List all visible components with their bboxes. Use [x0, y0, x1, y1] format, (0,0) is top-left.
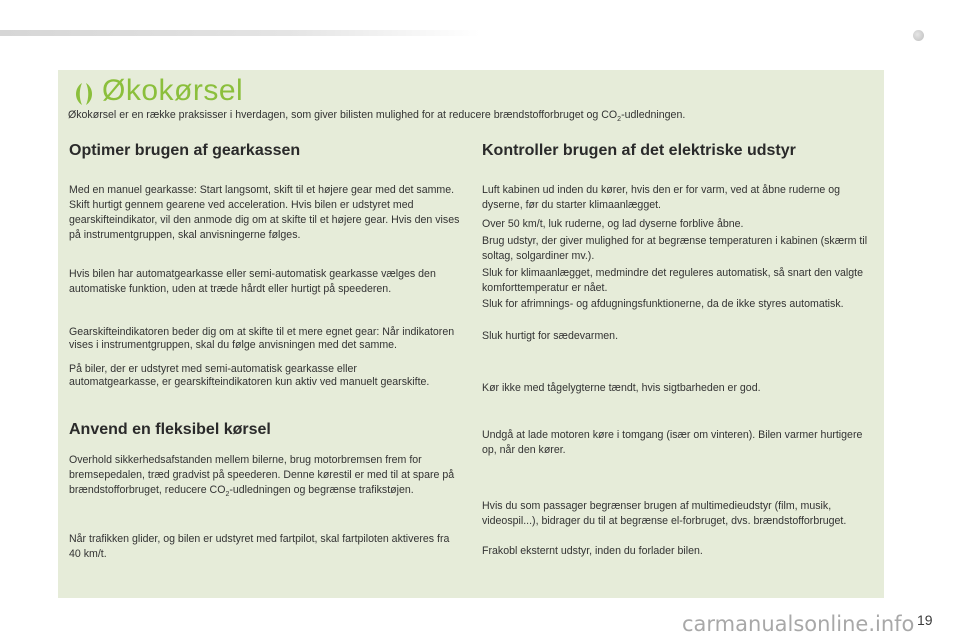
electrical-paragraph-8: Undgå at lade motoren køre i tomgang (især om vinteren). Bilen varmer hurtigere op, når den kører. — [482, 429, 863, 456]
heading-flexible-driving: Anvend en fleksibel kørsel — [69, 421, 271, 438]
watermark: carmanualsonline.info — [682, 612, 915, 636]
gearbox-paragraph-4: På biler, der er udstyret med semi-automatisk gearkasse eller automatgearkasse, er gearskifteindikatoren kun aktiv ved manuelt gearskifte. — [69, 363, 430, 388]
gearbox-paragraph-2: Hvis bilen har automatgearkasse eller semi-automatisk gearkasse vælges den automatiske funktion, uden at træde hårdt eller hurtigt på speederen. — [69, 268, 436, 295]
page-title: Økokørsel — [102, 74, 244, 107]
electrical-paragraph-4: Sluk for klimaanlægget, medmindre det reguleres automatisk, så snart den valgte komforttemperatur er nået. — [482, 267, 863, 294]
heading-gearbox: Optimer brugen af gearkassen — [69, 142, 301, 159]
content-panel — [58, 70, 884, 598]
gearbox-paragraph-3: Gearskifteindikatoren beder dig om at skifte til et mere egnet gear: Når indikatoren vises i instrumentgruppen, skal du følge anvisningen med det samme. — [69, 326, 455, 351]
page-number: 19 — [917, 612, 933, 628]
leaf-icon — [70, 82, 98, 106]
electrical-paragraph-9: Hvis du som passager begrænser brugen af multimedieudstyr (film, musik, videospil...), bidrager du til at begrænse el-forbruget, dvs. brændstofforbruget. — [482, 500, 847, 527]
top-rule — [0, 30, 480, 36]
electrical-paragraph-5: Sluk for afrimnings- og afdugningsfunktionerne, da de ikke styres automatisk. — [482, 298, 844, 310]
heading-electrical: Kontroller brugen af det elektriske udstyr — [482, 142, 796, 159]
gearbox-paragraph-1: Med en manuel gearkasse: Start langsomt, skift til et højere gear med det samme. Skift hurtigt gennem gearene ved acceleration. Hvis bilen er udstyret med gearskifteindikator, vil den anmode dig om at skifte til et højere gear. Hvis den vises på instrumentgruppen, skal anvisningerne følges. — [69, 184, 460, 241]
intro-text: Økokørsel er en række praksisser i hverdagen, som giver bilisten mulighed for at reducere brændstofforbruget og $CO_2$-udledningen. — [68, 109, 686, 124]
electrical-paragraph-1: Luft kabinen ud inden du kører, hvis den er for varm, ved at åbne ruderne og dyserne, før du starter klimaanlægget. — [482, 184, 841, 211]
electrical-paragraph-6: Sluk hurtigt for sædevarmen. — [482, 330, 619, 342]
electrical-paragraph-7: Kør ikke med tågelygterne tændt, hvis sigtbarheden er god. — [482, 382, 761, 394]
flexible-paragraph-2: Når trafikken glider, og bilen er udstyret med fartpilot, skal fartpiloten aktiveres fra 40 km/t. — [69, 533, 450, 560]
corner-dot — [913, 30, 924, 41]
electrical-paragraph-3: Brug udstyr, der giver mulighed for at begrænse temperaturen i kabinen (skærm til soltag, solgardiner mv.). — [482, 235, 868, 262]
electrical-paragraph-10: Frakobl eksternt udstyr, inden du forlader bilen. — [482, 545, 703, 557]
electrical-paragraph-2: Over 50 km/t, luk ruderne, og lad dyserne forblive åbne. — [482, 218, 744, 230]
flexible-paragraph-1: Overhold sikkerhedsafstanden mellem bilerne, brug motorbremsen frem for bremsepedalen, træd gradvist på speederen. Denne kørestil er med til at spare på brændstofforbruget, reducere $CO_2$-udledningen og begrænse trafikstøjen. — [69, 454, 455, 499]
